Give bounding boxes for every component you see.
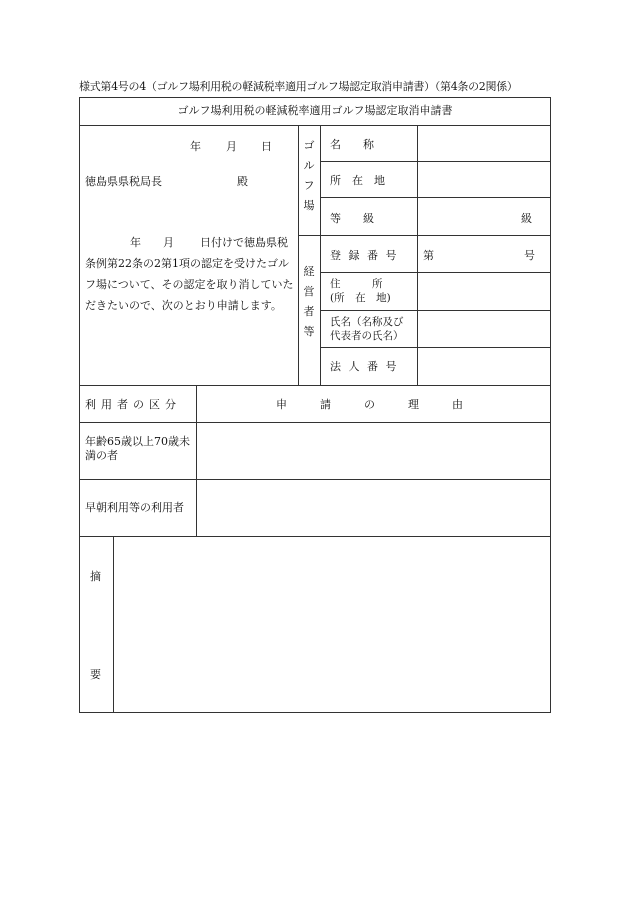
rule-title-bottom	[79, 125, 551, 126]
operator-address-label-line2: (所 在 地)	[330, 292, 391, 304]
form-title: ゴルフ場利用税の軽減税率適用ゴルフ場認定取消申請書	[177, 104, 453, 117]
rule-user-header-bottom	[79, 422, 551, 423]
rule-label-col	[320, 125, 321, 385]
rule-value-col	[417, 125, 418, 385]
golf-course-char-4: 場	[303, 199, 315, 212]
operator-name-label-line2: 代表者の氏名）	[330, 330, 404, 342]
operator-char-3: 者	[303, 305, 315, 318]
corporate-number-label: 法 人 番 号	[330, 360, 399, 373]
addressee: 徳島県県税局長	[85, 175, 162, 188]
remarks-label-bottom: 要	[90, 668, 101, 681]
date-month-label: 月	[226, 140, 237, 153]
paragraph-year: 年	[130, 236, 141, 249]
operator-char-4: 等	[303, 325, 315, 338]
registration-number-suffix[interactable]: 号	[524, 249, 535, 262]
golf-grade-value[interactable]: 級	[521, 212, 532, 225]
reason-field-senior[interactable]	[198, 424, 548, 477]
rule-user-col	[196, 385, 197, 536]
golf-grade-label: 等 級	[330, 212, 374, 225]
user-category-header: 利用者の区分	[85, 398, 181, 411]
date-year-label: 年	[190, 140, 201, 153]
rule-op-row1	[320, 272, 551, 273]
remarks-field[interactable]	[115, 538, 548, 710]
date-day-label: 日	[261, 140, 272, 153]
rule-golf-row2	[320, 197, 551, 198]
rule-remarks-col	[113, 536, 114, 713]
operator-address-label-line1: 住 所	[330, 278, 383, 290]
user-category-early-morning: 早朝利用等の利用者	[85, 501, 184, 514]
paragraph-month: 月	[163, 236, 174, 249]
operator-name-label-line1: 氏名（名称及び	[330, 316, 404, 328]
operator-vertical-label	[303, 266, 315, 346]
honorific: 殿	[237, 175, 248, 188]
rule-golf-bottom	[298, 235, 551, 236]
rule-op-row3	[320, 347, 551, 348]
registration-number-prefix[interactable]: 第	[423, 249, 434, 262]
golf-course-char-1: ゴ	[303, 139, 315, 152]
golf-course-char-2: ル	[303, 159, 315, 172]
operator-char-1: 経	[303, 265, 315, 278]
rule-top-section-bottom	[79, 385, 551, 386]
rule-user-row1-bottom	[79, 479, 551, 480]
application-paragraph: 日付けで徳島県税条例第22条の2第1項の認定を受けたゴルフ場について、その認定を取り消していただきたいので、次のとおり申請します。	[85, 236, 294, 312]
golf-course-char-3: フ	[303, 179, 315, 192]
application-reason-header: 申 請 の 理 由	[276, 398, 474, 411]
registration-number-label: 登 録 番 号	[330, 249, 399, 262]
remarks-label-top: 摘	[90, 570, 101, 583]
operator-char-2: 営	[303, 285, 315, 298]
rule-left-col	[298, 125, 299, 385]
form-caption: 様式第4号の4（ゴルフ場利用税の軽減税率適用ゴルフ場認定取消申請書）（第4条の2関係）	[79, 80, 518, 93]
golf-address-label: 所 在 地	[330, 174, 385, 187]
golf-course-vertical-label	[303, 140, 315, 220]
golf-name-label: 名 称	[330, 138, 374, 151]
rule-op-row2	[320, 310, 551, 311]
user-category-senior: 年齢65歳以上70歳未満の者	[85, 435, 190, 462]
rule-user-row2-bottom	[79, 536, 551, 537]
reason-field-early-morning[interactable]	[198, 481, 548, 534]
rule-golf-row1	[320, 161, 551, 162]
